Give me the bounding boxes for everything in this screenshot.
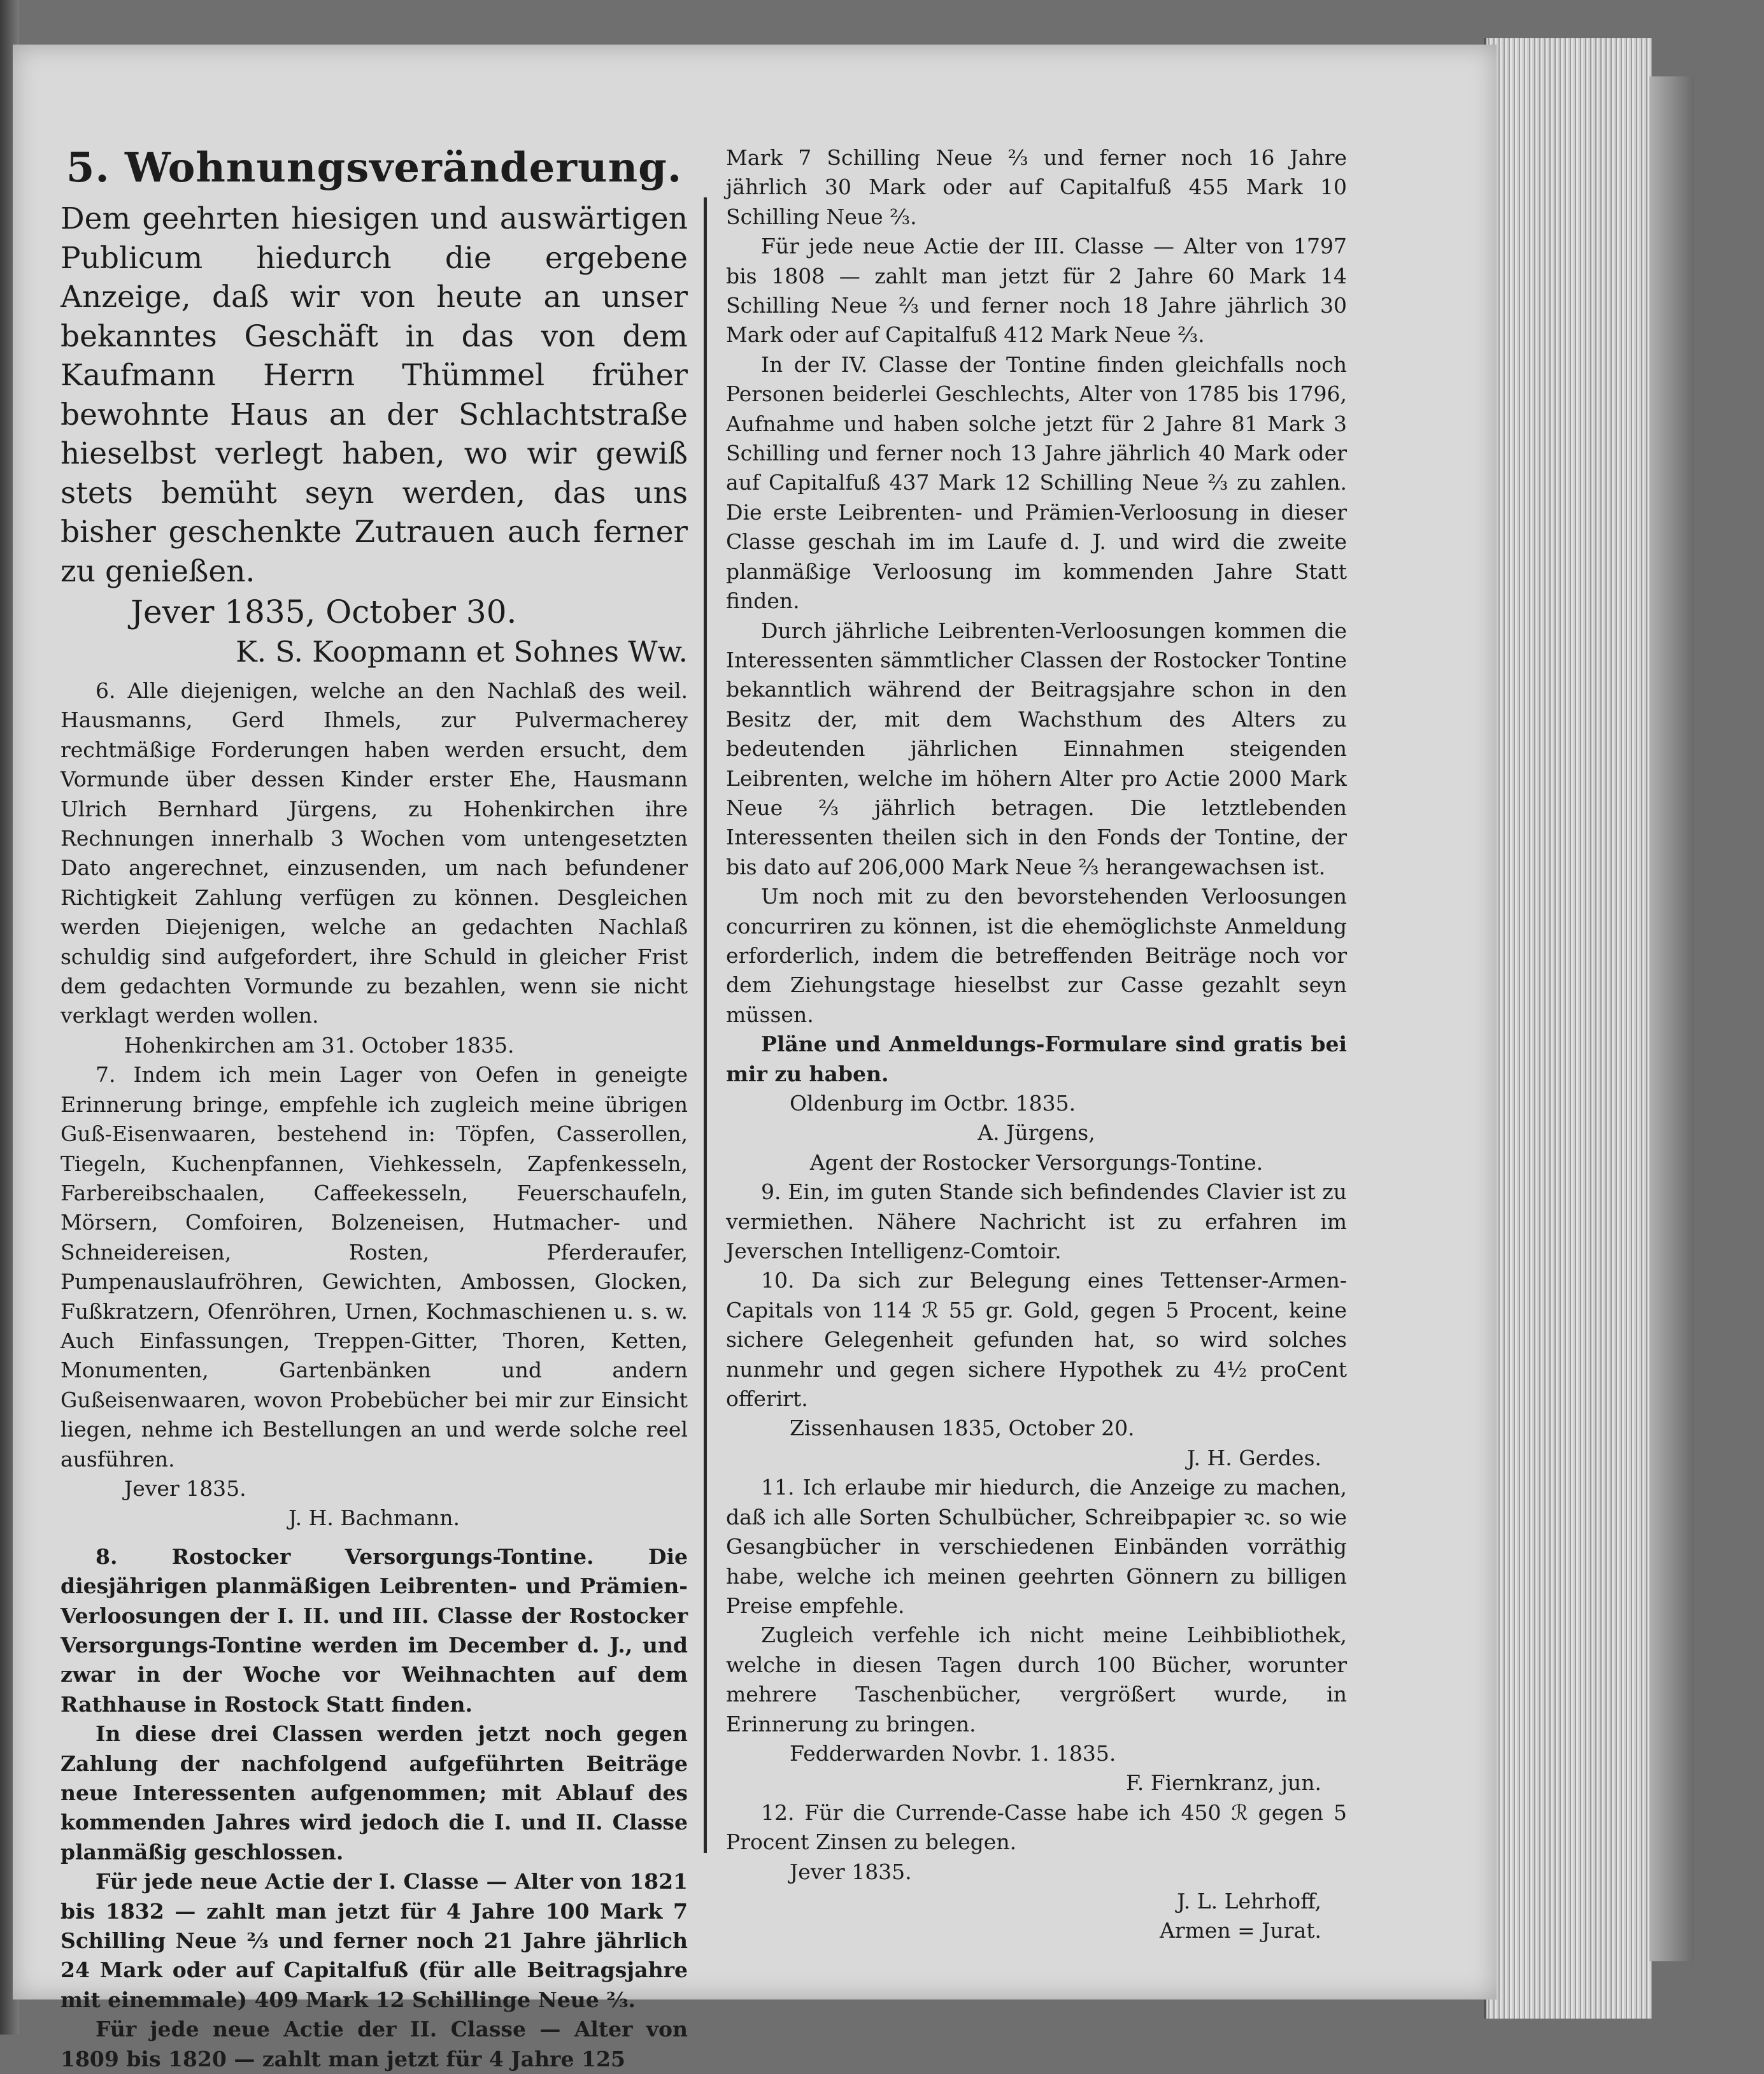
notice-11-body: 11. Ich erlaube mir hiedurch, die Anzeige zu machen, daß ich alle Sorten Schulbücher, Schreibpapier ꝛc. so wie Gesangbücher in verschiedenen Einbänden vorräthig habe, welche ich meinen geehrten Gönnern zu billigen Preise empfehle.	[726, 1475, 1347, 1618]
book-cover-edge	[1649, 76, 1694, 1961]
notice-10-signature: J. H. Gerdes.	[1186, 1445, 1321, 1470]
notice-10-place: Zissenhausen 1835, October 20.	[790, 1416, 1135, 1441]
tontine-paragraph-1: Mark 7 Schilling Neue ⅔ und ferner noch 16 Jahre jährlich 30 Mark oder auf Capitalfuß 455 Mark 10 Schilling Neue ⅔.	[726, 145, 1347, 229]
tontine-signature: A. Jürgens,	[978, 1120, 1095, 1146]
tontine-signature-title: Agent der Rostocker Versorgungs-Tontine.	[809, 1149, 1263, 1175]
tontine-paragraph-4: Durch jährliche Leibrenten-Verloosungen kommen die Interessenten sämmtlicher Classen der Rostocker Tontine bekanntlich während der Beitragsjahre schon in den Besitz der, mit dem Wachsthum des Alters zu bedeutenden jährlichen Einnahmen steigenden Leibrenten, welche im höhern Alter pro Actie 2000 Mark Neue ⅔ jährlich betragen. Die letztlebenden Interessenten theilen sich in den Fonds der Tontine, der bis dato auf 206,000 Mark Neue ⅔ herangewachsen ist.	[726, 618, 1347, 879]
notice-5-date: Jever 1835, October 30.	[131, 593, 517, 630]
tontine-paragraph-3: In der IV. Classe der Tontine finden gleichfalls noch Personen beiderlei Geschlechts, Alter von 1785 bis 1796, Aufnahme und haben solche jetzt für 2 Jahre 81 Mark 3 Schilling und ferner noch 13 Jahre jährlich 40 Mark oder auf Capitalfuß 437 Mark 12 Schilling Neue ⅔ zu zahlen. Die erste Leibrenten- und Prämien-Verloosung in dieser Classe geschah im im Laufe d. J. und wird die zweite planmäßige Verloosung im kommenden Jahre Statt finden.	[726, 352, 1347, 614]
tontine-paragraph-6: Pläne und Anmeldungs-Formulare sind gratis bei mir zu haben.	[726, 1032, 1347, 1086]
newspaper-page	[13, 45, 1497, 2071]
notice-11-signature: F. Fiernkranz, jun.	[1125, 1770, 1321, 1796]
notice-8-paragraph-2: In diese drei Classen werden jetzt noch gegen Zahlung der nachfolgend aufgeführten Beiträge neue Interessenten aufgenommen; mit Ablauf des kommenden Jahres wird jedoch die I. und II. Classe planmäßig geschlossen.	[60, 1721, 688, 1864]
tontine-place: Oldenburg im Octbr. 1835.	[790, 1091, 1076, 1116]
notice-12-signature: J. L. Lehrhoff,	[1177, 1888, 1321, 1914]
notice-6-place: Hohenkirchen am 31. October 1835.	[124, 1032, 515, 1058]
notice-7-body: 7. Indem ich mein Lager von Oefen in geneigte Erinnerung bringe, empfehle ich zugleich meine übrigen Guß-Eisenwaaren, bestehend in: Töpfen, Casserollen, Tiegeln, Kuchenpfannen, Viehkesseln, Zapfenkesseln, Farbereibschaalen, Caffeekesseln, Feuerschaufeln, Mörsern, Comfoiren, Bolzeneisen, Hutmacher- und Schneidereisen, Rosten, Pferderaufer, Pumpenauslaufröhren, Gewichten, Ambossen, Glocken, Fußkratzern, Ofenröhren, Urnen, Kochmaschienen u. s. w. Auch Einfassungen, Treppen-Gitter, Thoren, Ketten, Monumenten, Gartenbänken und andern Gußeisenwaaren, wovon Probebücher bei mir zur Einsicht liegen, nehme ich Bestellungen an und werde solche reel ausführen.	[60, 1062, 688, 1472]
notice-11-place: Fedderwarden Novbr. 1. 1835.	[790, 1740, 1116, 1766]
notice-12-signature-title: Armen = Jurat.	[1160, 1918, 1321, 1943]
notice-9-body: 9. Ein, im guten Stande sich befindendes Clavier ist zu vermiethen. Nähere Nachricht ist zu erfahren im Jeverschen Intelligenz-Comtoir.	[726, 1179, 1347, 1264]
notice-12-body: 12. Für die Currende-Casse habe ich 450 ℛ gegen 5 Procent Zinsen zu belegen.	[726, 1800, 1347, 1855]
notice-8-paragraph-3: Für jede neue Actie der I. Classe — Alter von 1821 bis 1832 — zahlt man jetzt für 4 Jahre 100 Mark 7 Schilling Neue ⅔ und ferner noch 21 Jahre jährlich 24 Mark oder auf Capitalfuß (für alle Beitragsjahre mit einemmale) 409 Mark 12 Schillinge Neue ⅔.	[60, 1869, 688, 2012]
notice-11-paragraph-2: Zugleich verfehle ich nicht meine Leihbibliothek, welche in diesen Tagen durch 100 Bücher, worunter mehrere Taschenbücher, vergrößert wurde, in Erinnerung zu bringen.	[726, 1623, 1347, 1737]
notice-10-body: 10. Da sich zur Belegung eines Tettenser-Armen-Capitals von 114 ℛ 55 gr. Gold, gegen 5 Procent, keine sichere Gelegenheit gefunden hat, so wird solches nunmehr und gegen sichere Hypothek zu 4½ proCent offerirt.	[726, 1268, 1347, 1412]
notice-12-place: Jever 1835.	[790, 1859, 912, 1884]
right-column	[726, 143, 1347, 1946]
book-page-edges	[1484, 38, 1652, 2019]
notice-8-body: 8. Rostocker Versorgungs-Tontine. Die diesjährigen planmäßigen Leibrenten- und Prämien-Verloosungen der I. II. und III. Classe der Rostocker Versorgungs-Tontine werden im December d. J., und zwar in der Woche vor Weihnachten auf dem Rathhause in Rostock Statt finden.	[60, 1544, 688, 1717]
column-rule	[704, 197, 707, 1853]
notice-7-place: Jever 1835.	[124, 1475, 246, 1501]
notice-7-signature: J. H. Bachmann.	[288, 1505, 460, 1531]
section-heading: 5. Wohnungsveränderung.	[66, 144, 683, 192]
notice-5-body: Dem geehrten hiesigen und auswärtigen Publicum hiedurch die ergebene Anzeige, daß wir von heute an unser bekanntes Geschäft in das von dem Kaufmann Herrn Thümmel früher bewohnte Haus an der Schlachtstraße hieselbst verlegt haben, wo wir gewiß stets bemüht seyn werden, das uns bisher geschenkte Zutrauen auch ferner zu genießen.	[60, 201, 688, 589]
left-column	[60, 143, 688, 2074]
notice-8-paragraph-4: Für jede neue Actie der II. Classe — Alter von 1809 bis 1820 — zahlt man jetzt für 4 Jahre 125	[60, 2017, 688, 2071]
tontine-paragraph-5: Um noch mit zu den bevorstehenden Verloosungen concurriren zu können, ist die ehemöglichste Anmeldung erforderlich, indem die betreffenden Beiträge noch vor dem Ziehungstage hieselbst zur Casse gezahlt seyn müssen.	[726, 884, 1347, 1027]
notice-6-body: 6. Alle diejenigen, welche an den Nachlaß des weil. Hausmanns, Gerd Ihmels, zur Pulvermacherey rechtmäßige Forderungen haben werden ersucht, dem Vormunde über dessen Kinder erster Ehe, Hausmann Ulrich Bernhard Jürgens, zu Hohenkirchen ihre Rechnungen innerhalb 3 Wochen vom untengesetzten Dato angerechnet, einzusenden, um nach befundener Richtigkeit Zahlung verfügen zu können. Desgleichen werden Diejenigen, welche an gedachten Nachlaß schuldig sind aufgefordert, ihre Schuld in gleicher Frist dem gedachten Vormunde zu bezahlen, wenn sie nicht verklagt werden wollen.	[60, 678, 688, 1028]
tontine-paragraph-2: Für jede neue Actie der III. Classe — Alter von 1797 bis 1808 — zahlt man jetzt für 2 Jahre 60 Mark 14 Schilling Neue ⅔ und ferner noch 18 Jahre jährlich 30 Mark oder auf Capitalfuß 412 Mark Neue ⅔.	[726, 234, 1347, 348]
notice-5-signature: K. S. Koopmann et Sohnes Ww.	[236, 635, 688, 669]
